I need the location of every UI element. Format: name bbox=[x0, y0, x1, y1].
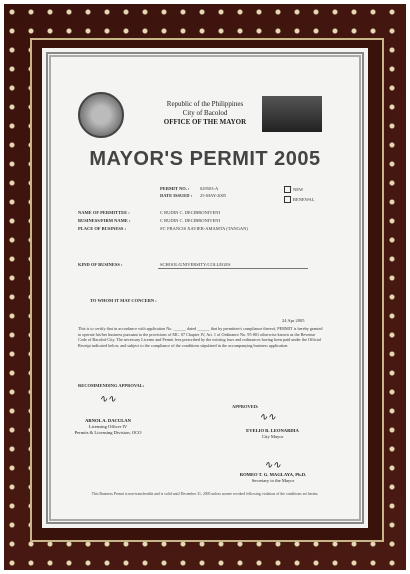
recommending-label: RECOMMENDING APPROVAL: bbox=[78, 383, 145, 388]
new-label: NEW bbox=[293, 187, 304, 192]
approved-signature-icon: ∿∿ bbox=[259, 412, 276, 423]
new-checkbox bbox=[284, 186, 291, 193]
city-seal-icon bbox=[78, 92, 124, 138]
recommending-name: ARNOL A. DACULAN bbox=[85, 418, 131, 423]
field-label: PLACE OF BUSINESS : bbox=[78, 226, 126, 231]
approved-label: APPROVED: bbox=[232, 404, 259, 409]
date-issued-value: 25-MAY-2005 bbox=[200, 193, 227, 198]
salutation: TO WHOM IT MAY CONCERN : bbox=[90, 298, 157, 303]
renewal-label: RENEWAL bbox=[293, 197, 315, 202]
field-underline bbox=[158, 268, 308, 269]
date-line: 24 Apr 2005 bbox=[282, 318, 305, 323]
second-signature-icon: ∿∿ bbox=[264, 460, 281, 471]
header-city: City of Bacolod bbox=[182, 109, 228, 117]
header-republic: Republic of the Philippines bbox=[166, 100, 244, 108]
field-value: C RUDIN C. DECIBRONIVENI bbox=[160, 218, 220, 223]
field-value: C RUDIN C. DECIBRONIVENI bbox=[160, 210, 220, 215]
approved-title: City Mayor bbox=[261, 434, 284, 439]
second-signatory-title: Secretary to the Mayor bbox=[251, 478, 295, 483]
field-label: NAME OF PERMITTEE : bbox=[78, 210, 130, 215]
recommending-division: Permits & Licensing Division, OCO bbox=[74, 430, 142, 435]
field-value: SCHOOL/UNIVERSITY/COLLEGES bbox=[160, 262, 231, 267]
field-value: ST. FRANCIS XAVIER-AMAMTA (TANGAN) bbox=[160, 226, 248, 231]
field-label: BUSINESS/FIRM NAME : bbox=[78, 218, 131, 223]
recommending-title: Licensing Officer IV bbox=[88, 424, 128, 429]
second-signatory-name: ROMEO T. G. MAGLAYA, Ph.D. bbox=[239, 472, 307, 477]
header-office: OFFICE OF THE MAYOR bbox=[163, 118, 247, 126]
certification-body: This is to certify that in accordance with application No. ______ dated ______ that by permittee/s compliance thereof, PERMIT is hereby granted to operate his/her business pursuant to the provisions of MC. 07 Chapter IV, Art. 1 of Ordinance No. 95-001 otherwise known as the Revenue Code of Bacolod City. The necessary License and Permit fees prescribed by the existing laws and ordinances having been paid under the Official Receipt indicated below, and subject to the compliance of the conditions stipulated in the accompanying business application. bbox=[78, 326, 323, 348]
date-issued-label: DATE ISSUED : bbox=[160, 193, 193, 198]
recommending-signature-icon: ∿∿ bbox=[99, 394, 116, 405]
page-title: MAYOR'S PERMIT 2005 bbox=[89, 148, 321, 170]
footer-note: This Business Permit is non-transferable and is valid until December 31, 2005 unless sooner revoked following violation of the conditions set herein. bbox=[91, 492, 319, 496]
permit-no-label: PERMIT NO. : bbox=[160, 186, 190, 191]
field-label: KIND OF BUSINESS : bbox=[78, 262, 123, 267]
approved-name: EVELIO R. LEONARDIA bbox=[246, 428, 299, 433]
renewal-checkbox bbox=[284, 196, 291, 203]
permit-no-value: 029503-A bbox=[200, 186, 219, 191]
